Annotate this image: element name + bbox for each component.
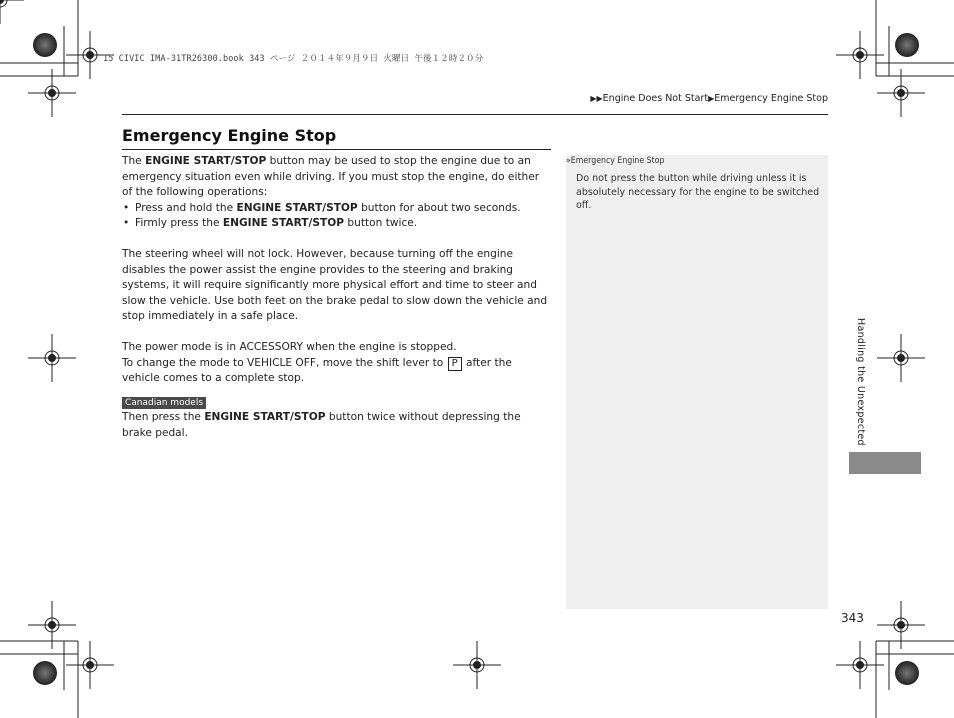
change-mode-text-1: To change the mode to VEHICLE OFF, move the shift lever to: [122, 356, 447, 369]
list-item-text: Firmly press the: [135, 217, 223, 229]
list-item: [122, 201, 552, 217]
intro-paragraph: [122, 154, 552, 201]
note-marker-icon: »: [566, 156, 571, 166]
list-item-text: button twice.: [344, 217, 418, 229]
list-item-button-name: ENGINE START/STOP: [222, 217, 345, 229]
main-content: [122, 154, 552, 441]
change-mode-paragraph: [122, 356, 552, 387]
canadian-text-2: button twice without depressing the brake pedal.: [122, 411, 521, 439]
sidebar-note-title: [566, 156, 664, 166]
canadian-button-name: ENGINE START/STOP: [204, 411, 326, 423]
breadcrumb-separator-icon: ▶: [708, 94, 715, 103]
canadian-paragraph: [122, 410, 552, 441]
sidebar-note-body: Do not press the button while driving unless it is absolutely necessary for the engine to be switched off.: [576, 173, 820, 211]
chapter-tab[interactable]: [849, 452, 921, 474]
header-rule: [122, 114, 828, 115]
sidebar-note-title-text: Emergency Engine Stop: [570, 156, 665, 166]
list-item-button-name: ENGINE START/STOP: [236, 201, 358, 214]
power-mode-line: The power mode is in ACCESSORY when the engine is stopped.: [122, 341, 457, 353]
print-info-line: 15 CIVIC IMA-31TR26300.book 343 ページ ２０１４年９月９日 火曜日 午後１２時２０分: [103, 54, 484, 64]
page-number: 343: [841, 611, 864, 625]
list-item-text: button for about two seconds.: [357, 201, 521, 214]
breadcrumb-page: Emergency Engine Stop: [714, 93, 828, 104]
title-rule: [122, 149, 551, 150]
change-mode-text-2: after the vehicle comes to a complete stop.: [122, 356, 512, 384]
list-item: [122, 216, 552, 232]
intro-text-2: button may be used to stop the engine due to an emergency situation even while driving. If you must stop the engine, do either of the following operations:: [122, 155, 540, 198]
breadcrumb: [590, 93, 828, 104]
steering-paragraph: The steering wheel will not lock. However, because turning off the engine disables the power assist the engine provides to the steering and braking systems, it will require significantly more physical effort and time to steer and slow the vehicle. Use both feet on the brake pedal to slow down the vehicle and stop immediately in a safe place.: [122, 248, 548, 322]
page-title: Emergency Engine Stop: [122, 126, 337, 145]
operation-list: [122, 201, 552, 232]
breadcrumb-arrow-icon: ▶▶: [590, 94, 603, 103]
list-item-text: Press and hold the: [135, 201, 237, 214]
canadian-models-badge: Canadian models: [122, 397, 206, 409]
canadian-text-1: Then press the: [122, 411, 205, 423]
intro-button-name: ENGINE START/STOP: [145, 155, 267, 167]
breadcrumb-section[interactable]: Engine Does Not Start: [602, 93, 709, 104]
intro-text-1: The: [122, 155, 146, 167]
park-key-icon: P: [448, 357, 462, 371]
chapter-label: Handling the Unexpected: [855, 318, 866, 446]
sidebar-note-panel: [566, 155, 828, 609]
